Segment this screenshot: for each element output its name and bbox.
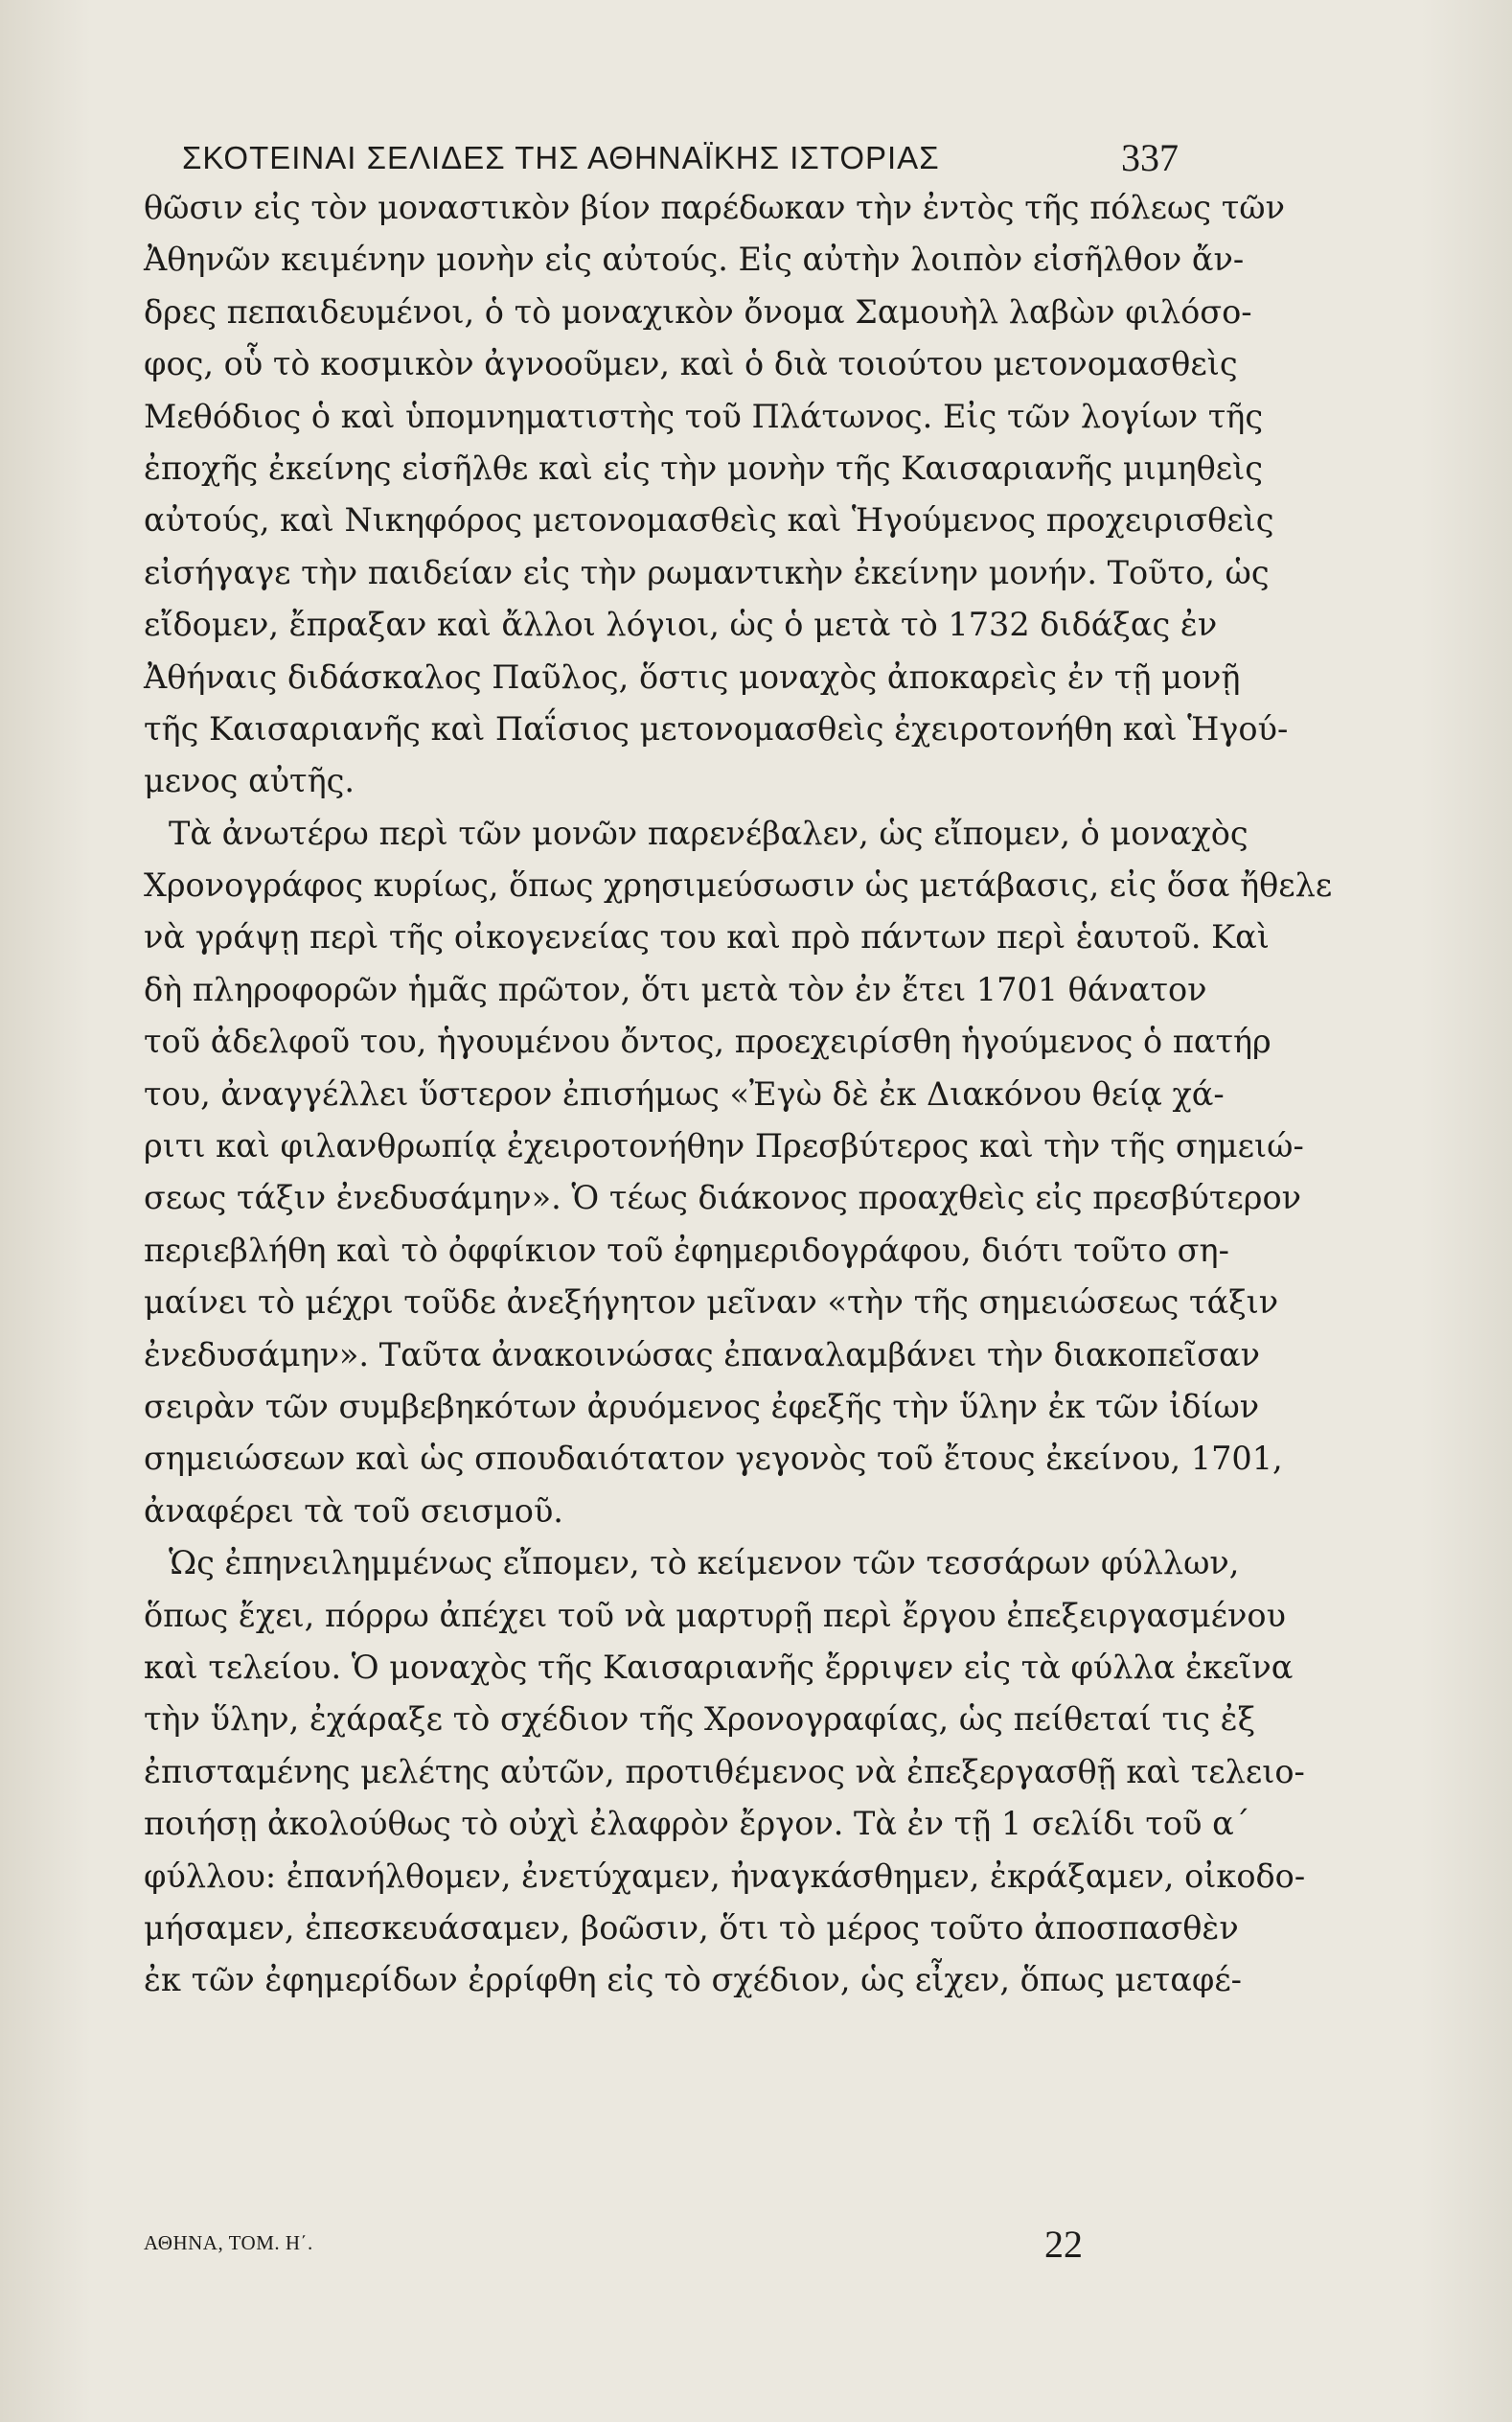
text-line: Ἀθήναις διδάσκαλος Παῦλος, ὅστις μοναχὸς ἀποκαρεὶς ἐν τῇ μονῇ	[144, 657, 1241, 696]
text-line: τὴν ὕλην, ἐχάραξε τὸ σχέδιον τῆς Χρονογραφίας, ὡς πείθεταί τις ἐξ	[144, 1700, 1256, 1739]
paragraph-start-line: Ὡς ἐπηνειλημμένως εἴπομεν, τὸ κείμενον τῶν τεσσάρων φύλλων,	[169, 1544, 1240, 1582]
text-line: ἀναφέρει τὰ τοῦ σεισμοῦ.	[144, 1491, 563, 1530]
text-line: τῆς Καισαριανῆς καὶ Παΐσιος μετονομασθεὶς ἐχειροτονήθη καὶ Ἡγού-	[144, 709, 1289, 748]
text-line: σημειώσεων καὶ ὡς σπουδαιότατον γεγονὸς τοῦ ἔτους ἐκείνου, 1701,	[144, 1440, 1283, 1478]
text-line: νὰ γράψῃ περὶ τῆς οἰκογενείας του καὶ πρὸ πάντων περὶ ἑαυτοῦ. Καὶ	[144, 918, 1270, 957]
text-line: μαίνει τὸ μέχρι τοῦδε ἀνεξήγητον μεῖναν «τὴν τῆς σημειώσεως τάξιν	[144, 1283, 1279, 1322]
text-line: ποιήσῃ ἀκολούθως τὸ οὐχὶ ἐλαφρὸν ἔργον. Τὰ ἐν τῇ 1 σελίδι τοῦ α´	[144, 1805, 1250, 1843]
text-line: Χρονογράφος κυρίως, ὅπως χρησιμεύσωσιν ὡς μετάβασις, εἰς ὅσα ἤθελε	[144, 866, 1333, 905]
text-line: τοῦ ἀδελφοῦ του, ἡγουμένου ὄντος, προεχειρίσθη ἡγούμενος ὁ πατήρ	[144, 1023, 1271, 1061]
text-line: δρες πεπαιδευμένοι, ὁ τὸ μοναχικὸν ὄνομα Σαμουὴλ λαβὼν φιλόσο-	[144, 292, 1252, 331]
signature-mark: 22	[1044, 2223, 1083, 2266]
text-line: ἐπισταμένης μελέτης αὐτῶν, προτιθέμενος νὰ ἐπεξεργασθῇ καὶ τελειο-	[144, 1752, 1305, 1790]
text-line: ριτι καὶ φιλανθρωπίᾳ ἐχειροτονήθην Πρεσβύτερος καὶ τὴν τῆς σημειώ-	[144, 1127, 1304, 1165]
text-line: φύλλου: ἐπανήλθομεν, ἐνετύχαμεν, ἠναγκάσθημεν, ἐκράξαμεν, οἰκοδο-	[144, 1857, 1306, 1895]
page-number: 337	[1121, 136, 1179, 179]
printer-signature: ΑΘΗΝΑ, ΤΟΜ. Η΄.	[144, 2231, 313, 2254]
paragraph-start-line: Τὰ ἀνωτέρω περὶ τῶν μονῶν παρενέβαλεν, ὡς εἴπομεν, ὁ μοναχὸς	[169, 814, 1249, 852]
text-line: μήσαμεν, ἐπεσκευάσαμεν, βοῶσιν, ὅτι τὸ μέρος τοῦτο ἀποσπασθὲν	[144, 1908, 1239, 1947]
text-line: θῶσιν εἰς τὸν μοναστικὸν βίον παρέδωκαν τὴν ἐντὸς τῆς πόλεως τῶν	[144, 189, 1285, 226]
running-title: ΣΚΟΤΕΙΝΑΙ ΣΕΛΙΔΕΣ ΤΗΣ ΑΘΗΝΑΪΚΗΣ ΙΣΤΟΡΙΑΣ	[182, 140, 940, 175]
text-line: δὴ πληροφορῶν ἡμᾶς πρῶτον, ὅτι μετὰ τὸν ἐν ἔτει 1701 θάνατον	[144, 970, 1207, 1008]
text-line: ἐνεδυσάμην». Ταῦτα ἀνακοινώσας ἐπαναλαμβάνει τὴν διακοπεῖσαν	[144, 1335, 1261, 1373]
text-line: μενος αὐτῆς.	[144, 762, 355, 800]
text-line: εἴδομεν, ἔπραξαν καὶ ἄλλοι λόγιοι, ὡς ὁ μετὰ τὸ 1732 διδάξας ἐν	[144, 606, 1218, 644]
text-line: ἐκ τῶν ἐφημερίδων ἐρρίφθη εἰς τὸ σχέδιον, ὡς εἶχεν, ὅπως μεταφέ-	[144, 1961, 1243, 1999]
text-line: αὐτούς, καὶ Νικηφόρος μετονομασθεὶς καὶ Ἡγούμενος προχειρισθεὶς	[144, 501, 1274, 540]
text-line: Ἀθηνῶν κειμένην μονὴν εἰς αὐτούς. Εἰς αὐτὴν λοιπὸν εἰσῆλθον ἄν-	[144, 241, 1245, 279]
page-footer	[144, 2222, 1083, 2270]
text-line: σεως τάξιν ἐνεδυσάμην». Ὁ τέως διάκονος προαχθεὶς εἰς πρεσβύτερον	[144, 1179, 1302, 1217]
text-line: εἰσήγαγε τὴν παιδείαν εἰς τὴν ρωμαντικὴν ἐκείνην μονήν. Τοῦτο, ὡς	[144, 553, 1270, 591]
page-header	[182, 134, 1179, 182]
text-line: Μεθόδιος ὁ καὶ ὑπομνηματιστὴς τοῦ Πλάτωνος. Εἰς τῶν λογίων τῆς	[144, 397, 1264, 435]
text-line: καὶ τελείου. Ὁ μοναχὸς τῆς Καισαριανῆς ἔρριψεν εἰς τὰ φύλλα ἐκεῖνα	[144, 1648, 1294, 1686]
text-line: ὅπως ἔχει, πόρρω ἀπέχει τοῦ νὰ μαρτυρῇ περὶ ἔργου ἐπεξειργασμένου	[144, 1596, 1286, 1634]
text-line: του, ἀναγγέλλει ὕστερον ἐπισήμως «Ἐγὼ δὲ ἐκ Διακόνου θείᾳ χά-	[144, 1074, 1225, 1113]
body-text	[144, 182, 1333, 2007]
text-line: φος, οὗ τὸ κοσμικὸν ἀγνοοῦμεν, καὶ ὁ διὰ τοιούτου μετονομασθεὶς	[144, 345, 1238, 383]
text-line: περιεβλήθη καὶ τὸ ὀφφίκιον τοῦ ἐφημεριδογράφου, διότι τοῦτο ση-	[144, 1231, 1229, 1269]
text-line: ἐποχῆς ἐκείνης εἰσῆλθε καὶ εἰς τὴν μονὴν τῆς Καισαριανῆς μιμηθεὶς	[144, 449, 1264, 487]
text-line: σειρὰν τῶν συμβεβηκότων ἀρυόμενος ἐφεξῆς τὴν ὕλην ἐκ τῶν ἰδίων	[144, 1387, 1260, 1425]
